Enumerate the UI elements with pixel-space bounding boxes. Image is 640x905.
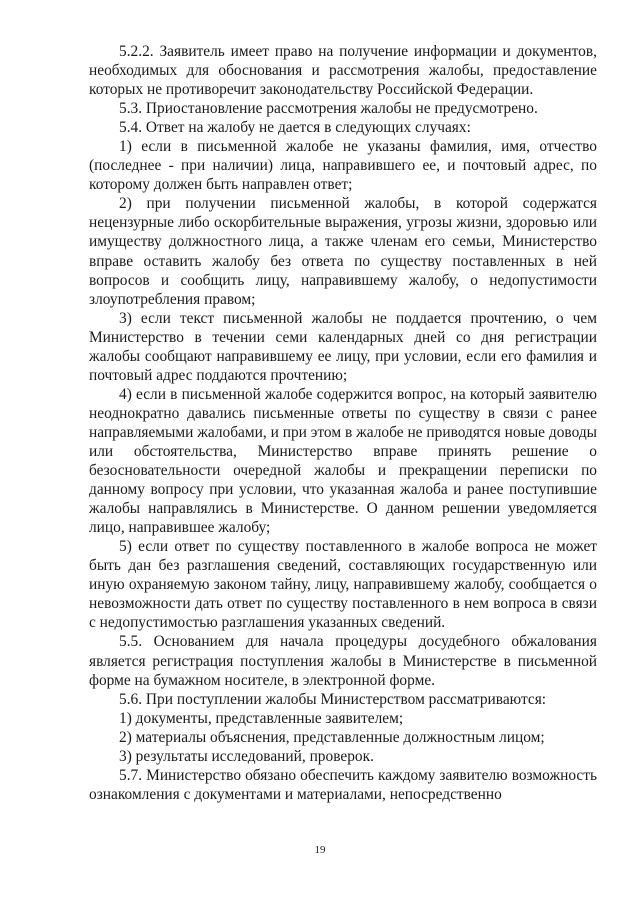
paragraph-5-4-item-3: 3) если текст письменной жалобы не поддается прочтению, о чем Министерство в течении семи календарных дней со дня регистрации жалобы сообщают направившему ее лицу, при условии, если его фамилия и почтовый адрес поддаются прочтению; <box>89 309 597 384</box>
paragraph-5-4-item-5: 5) если ответ по существу поставленного в жалобе вопроса не может быть дан без разглашения сведений, составляющих государственную или иную охраняемую законом тайну, лицу, направившему жалобу, сообщается о невозможности дать ответ по существу поставленного в нем вопроса в связи с недопустимостью разглашения указанных сведений. <box>89 538 597 632</box>
paragraph-5-4-item-4: 4) если в письменной жалобе содержится вопрос, на который заявителю неоднократно давались письменные ответы по существу в связи с ранее направляемыми жалобами, и при этом в жалобе не приводятся новые доводы или обстоятельства, Министерство вправе принять решение о безосновательности очередной жалобы и прекращении переписки по данному вопросу при условии, что указанная жалоба и ранее поступившие жалобы направлялись в Министерстве. О данном решении уведомляется лицо, направившее жалобу; <box>89 385 597 537</box>
page-number: 19 <box>314 844 326 856</box>
paragraph-5-6-item-1: 1) документы, представленные заявителем; <box>119 709 404 727</box>
paragraph-5-4-item-1: 1) если в письменной жалобе не указаны фамилия, имя, отчество (последнее - при наличии) лица, направившего ее, и почтовый адрес, по которому должен быть направлен ответ; <box>89 138 597 194</box>
paragraph-5-4-item-2: 2) при получении письменной жалобы, в которой содержатся нецензурные либо оскорбительные выражения, угрозы жизни, здоровью или имуществу должностного лица, а также членам его семьи, Министерство вправе оставить жалобу без ответа по существу поставленных в ней вопросов и сообщить лицу, направившему жалобу, о недопустимости злоупотребления правом; <box>89 195 597 308</box>
paragraph-5-7: 5.7. Министерство обязано обеспечить каждому заявителю возможность ознакомления с документами и материалами, непосредственно <box>89 766 597 803</box>
body-text <box>89 42 597 804</box>
paragraph-5-6-item-3: 3) результаты исследований, проверок. <box>119 747 374 765</box>
paragraph-5-6-item-2: 2) материалы объяснения, представленные должностным лицом; <box>119 728 545 746</box>
paragraph-5-5: 5.5. Основанием для начала процедуры досудебного обжалования является регистрация поступления жалобы в Министерстве в письменной форме на бумажном носителе, в электронной форме. <box>89 633 597 689</box>
paragraph-5-3: 5.3. Приостановление рассмотрения жалобы не предусмотрено. <box>119 100 538 118</box>
paragraph-5-6: 5.6. При поступлении жалобы Министерством рассматриваются: <box>119 690 547 708</box>
paragraph-5-2-2: 5.2.2. Заявитель имеет право на получение информации и документов, необходимых для обоснования и рассмотрения жалобы, предоставление которых не противоречит законодательству Российской Федерации. <box>89 43 597 99</box>
paragraph-5-4: 5.4. Ответ на жалобу не дается в следующих случаях: <box>119 119 471 137</box>
